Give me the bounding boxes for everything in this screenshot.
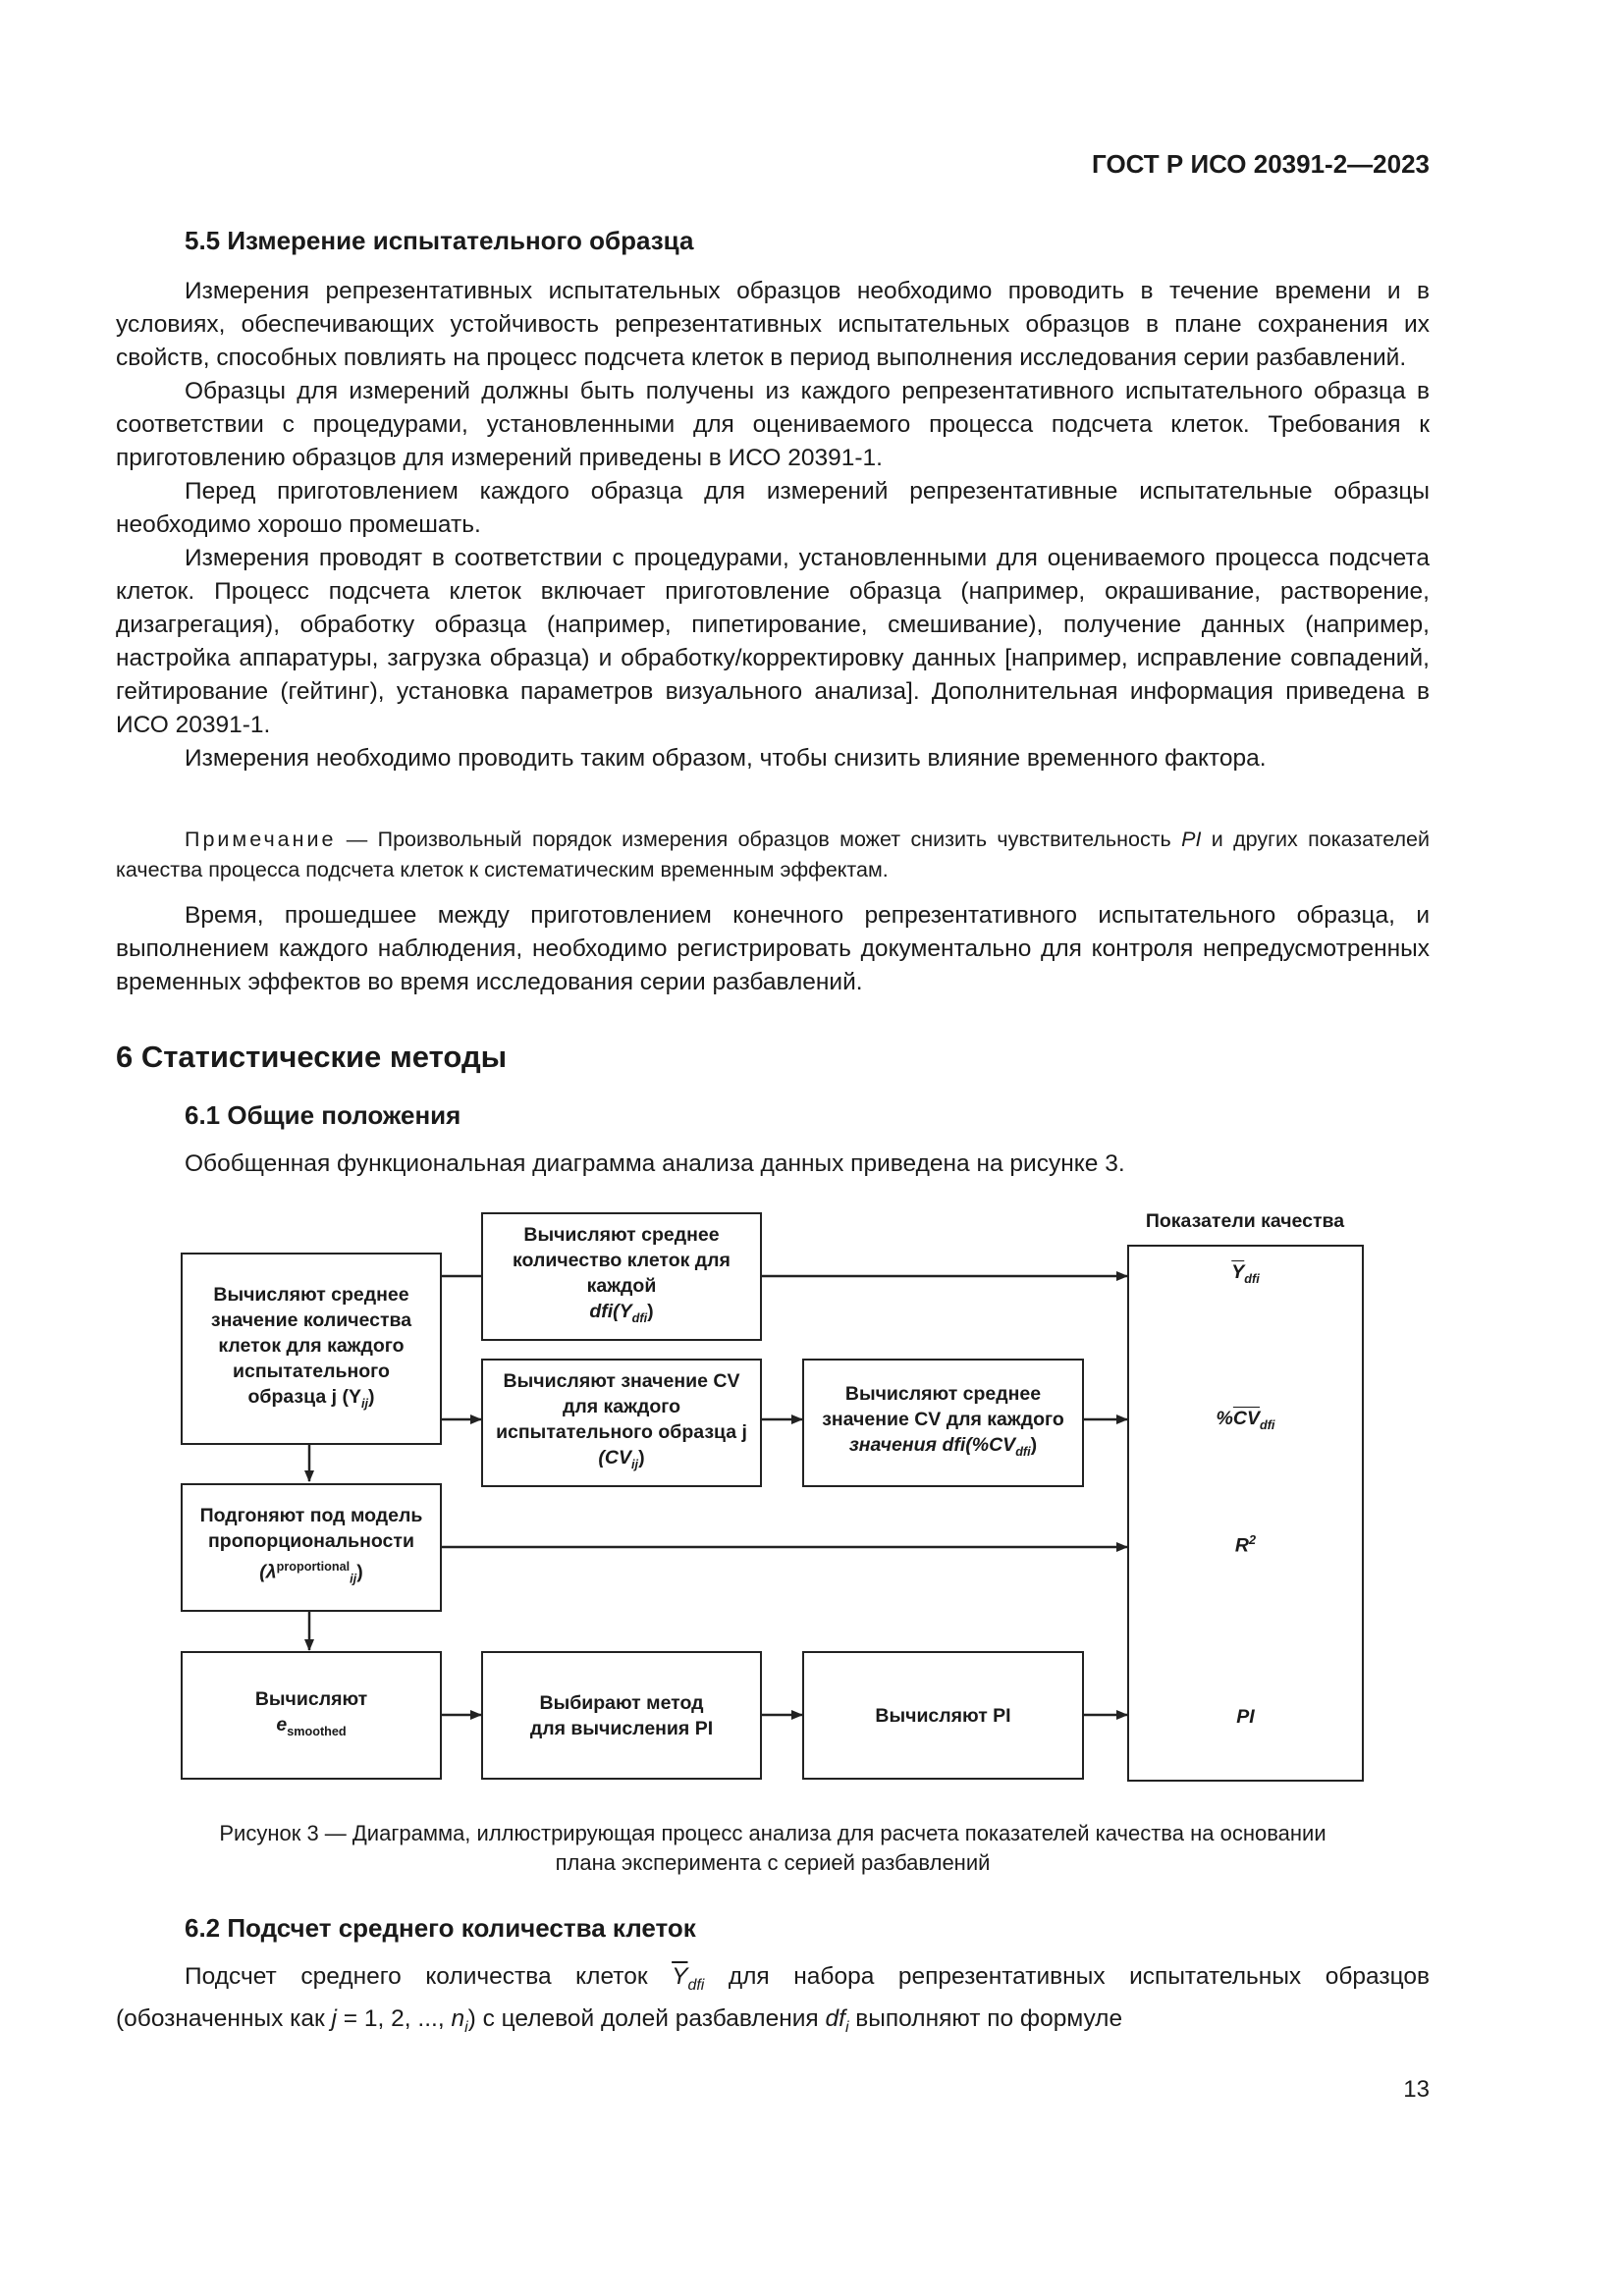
section-5-5-body <box>116 275 1430 775</box>
paragraph: Измерения проводят в соответствии с процедурами, установленными для оцениваемого процесса подсчета клеток. Процесс подсчета клеток включает приготовление образца (например, окрашивание, растворение, дизагрегация), обработку образца (например, пипетирование, смешивание), получение данных (например, настройка аппаратуры, загрузка образца) и обработку/корректировку данных [например, исправление совпадений, гейтирование (гейтинг), установка параметров визуального анализа]. Дополнительная информация приведена в ИСО 20391-1. <box>116 545 1430 738</box>
box-line: значение количества <box>210 1308 412 1331</box>
box-line: Подгоняют под модель <box>199 1505 423 1527</box>
var-y-sub: dfi <box>687 1976 705 1994</box>
subscript: smoothed <box>287 1724 347 1738</box>
subscript: ij <box>360 1396 368 1411</box>
metric-cvdfi <box>1127 1408 1364 1432</box>
metric-sup: 2 <box>1249 1533 1257 1547</box>
box-line: Вычисляют <box>254 1688 368 1711</box>
paragraph: Образцы для измерений должны быть получены из каждого репрезентативного испытательного образца в соответствии с процедурами, установленными для оцениваемого процесса подсчета клеток. Требования к приготовлению образцов для измерений приведены в ИСО 20391-1. <box>116 378 1430 471</box>
subscript: dfi <box>631 1310 648 1325</box>
box-line: Выбирают метод <box>539 1691 704 1714</box>
paragraph: Измерения необходимо проводить таким образом, чтобы снизить влияние временного фактора. <box>185 745 1267 772</box>
section-6-1-title: 6.1 Общие положения <box>185 1100 461 1130</box>
var-n-sub: i <box>464 2018 468 2036</box>
var-j: j <box>331 2004 337 2032</box>
metric-sub: dfi <box>1259 1417 1275 1432</box>
box-line: испытательного образца j <box>496 1421 747 1444</box>
text: Подсчет среднего количества клеток <box>185 1963 673 1990</box>
metric-prefix: % <box>1216 1408 1233 1429</box>
box-line: пропорциональности <box>208 1530 414 1553</box>
box-line: (λ <box>259 1561 277 1583</box>
metric-base: PI <box>1236 1706 1255 1728</box>
box-line: значение CV для каждого <box>822 1409 1064 1431</box>
box-line: Вычисляют среднее <box>844 1383 1042 1406</box>
box-choose-method <box>481 1651 762 1780</box>
box-line: для вычисления PI <box>529 1717 714 1739</box>
box-cv-per-sample <box>481 1359 762 1487</box>
metric-base: $\overline{CV}$ <box>1232 1408 1260 1429</box>
box-compute-pi <box>802 1651 1084 1780</box>
superscript: proportional <box>276 1560 351 1575</box>
box-mean-per-sample <box>181 1253 442 1445</box>
note-text-post: и других показателей качества процесса подсчета клеток к систематическим временным эффектам. <box>116 828 1430 881</box>
text: ) с целевой долей разбавления <box>467 2004 826 2032</box>
metric-ydfi <box>1127 1261 1364 1286</box>
metric-r2 <box>1127 1533 1364 1558</box>
caption-line: Рисунок 3 — Диаграмма, иллюстрирующая процесс анализа для расчета показателей качества на основании <box>219 1821 1326 1845</box>
note-var: PI <box>1181 828 1202 851</box>
metric-base: $\overline{Y}$ <box>1231 1261 1245 1283</box>
document-code: ГОСТ Р ИСО 20391-2—2023 <box>1092 149 1430 179</box>
box-line: ) <box>356 1561 363 1583</box>
caption-line: плана эксперимента с серией разбавлений <box>555 1850 991 1875</box>
var-df-sub: i <box>844 2018 849 2036</box>
paragraph: Измерения репрезентативных испытательных образцов необходимо проводить в течение времени и в условиях, обеспечивающих устойчивость репрезентативных испытательных образцов в плане сохранения их свойств, способных повлиять на процесс подсчета клеток в период выполнения исследования серии разбавлений. <box>116 278 1430 371</box>
box-line: ) <box>638 1447 645 1469</box>
box-mean-cv <box>802 1359 1084 1487</box>
subscript: ij <box>350 1572 357 1586</box>
box-line: для каждого <box>562 1396 681 1418</box>
box-line: количество клеток для <box>513 1250 731 1272</box>
note-label: Примечание <box>185 828 337 851</box>
box-line: образца j (Y <box>247 1385 361 1408</box>
box-line: e <box>276 1714 288 1736</box>
box-line: значения dfi(%CV <box>848 1434 1016 1457</box>
box-line: ) <box>1030 1434 1038 1457</box>
quality-metrics-box <box>1127 1245 1364 1782</box>
section-5-5-last <box>116 899 1430 999</box>
page-number: 13 <box>1403 2076 1430 2103</box>
figure-caption <box>116 1819 1430 1878</box>
section-5-5-title: 5.5 Измерение испытательного образца <box>185 226 694 255</box>
box-fit-proportional <box>181 1483 442 1612</box>
section-6-1-intro <box>116 1148 1430 1181</box>
subscript: ij <box>631 1457 639 1471</box>
paragraph: Время, прошедшее между приготовлением конечного репрезентативного испытательного образца, и выполнением каждого наблюдения, необходимо регистрировать документально для контроля непредусмотренных временных эффектов во время исследования серии разбавлений. <box>116 902 1430 995</box>
paragraph: Перед приготовлением каждого образца для измерений репрезентативные испытательные образцы необходимо хорошо промешать. <box>116 478 1430 538</box>
box-line: ) <box>368 1385 375 1408</box>
metric-pi <box>1127 1706 1364 1729</box>
box-line: клеток для каждого <box>218 1334 405 1357</box>
var-n: n <box>451 2004 465 2032</box>
box-line: Вычисляют значение CV <box>503 1370 740 1393</box>
section-6-2-title: 6.2 Подсчет среднего количества клеток <box>185 1913 696 1943</box>
box-line: Вычисляют среднее <box>213 1283 409 1306</box>
paragraph <box>116 1960 1430 2045</box>
box-line: каждой <box>586 1275 657 1298</box>
section-6-2-body <box>116 1960 1430 2045</box>
var-df: df <box>825 2004 845 2032</box>
box-line: Вычисляют PI <box>875 1704 1011 1727</box>
box-line: Вычисляют среднее <box>523 1224 720 1247</box>
box-esmoothed <box>181 1651 442 1780</box>
subscript: dfi <box>1015 1444 1031 1459</box>
section-6-title: 6 Статистические методы <box>116 1040 508 1074</box>
text: = 1, 2, ..., <box>337 2004 452 2032</box>
text: выполняют по формуле <box>848 2004 1123 2032</box>
quality-header: Показатели качества <box>1145 1210 1345 1232</box>
metric-base: R <box>1234 1534 1250 1557</box>
var-y: $\overline{Y}$ <box>672 1963 688 1990</box>
note-text-pre: — Произвольный порядок измерения образцов может снизить чувствительность <box>336 828 1182 851</box>
box-mean-per-df <box>481 1212 762 1341</box>
box-line: ) <box>647 1301 654 1323</box>
box-line: (CV <box>598 1447 632 1469</box>
metric-sub: dfi <box>1244 1271 1260 1286</box>
box-line: испытательного <box>233 1360 390 1382</box>
note <box>116 825 1430 885</box>
paragraph: Обобщенная функциональная диаграмма анализа данных приведена на рисунке 3. <box>185 1150 1125 1177</box>
text: для набора репрезентативных испытательных образцов (обозначенных как <box>116 1963 1430 2032</box>
box-line: dfi(Y <box>589 1301 632 1323</box>
